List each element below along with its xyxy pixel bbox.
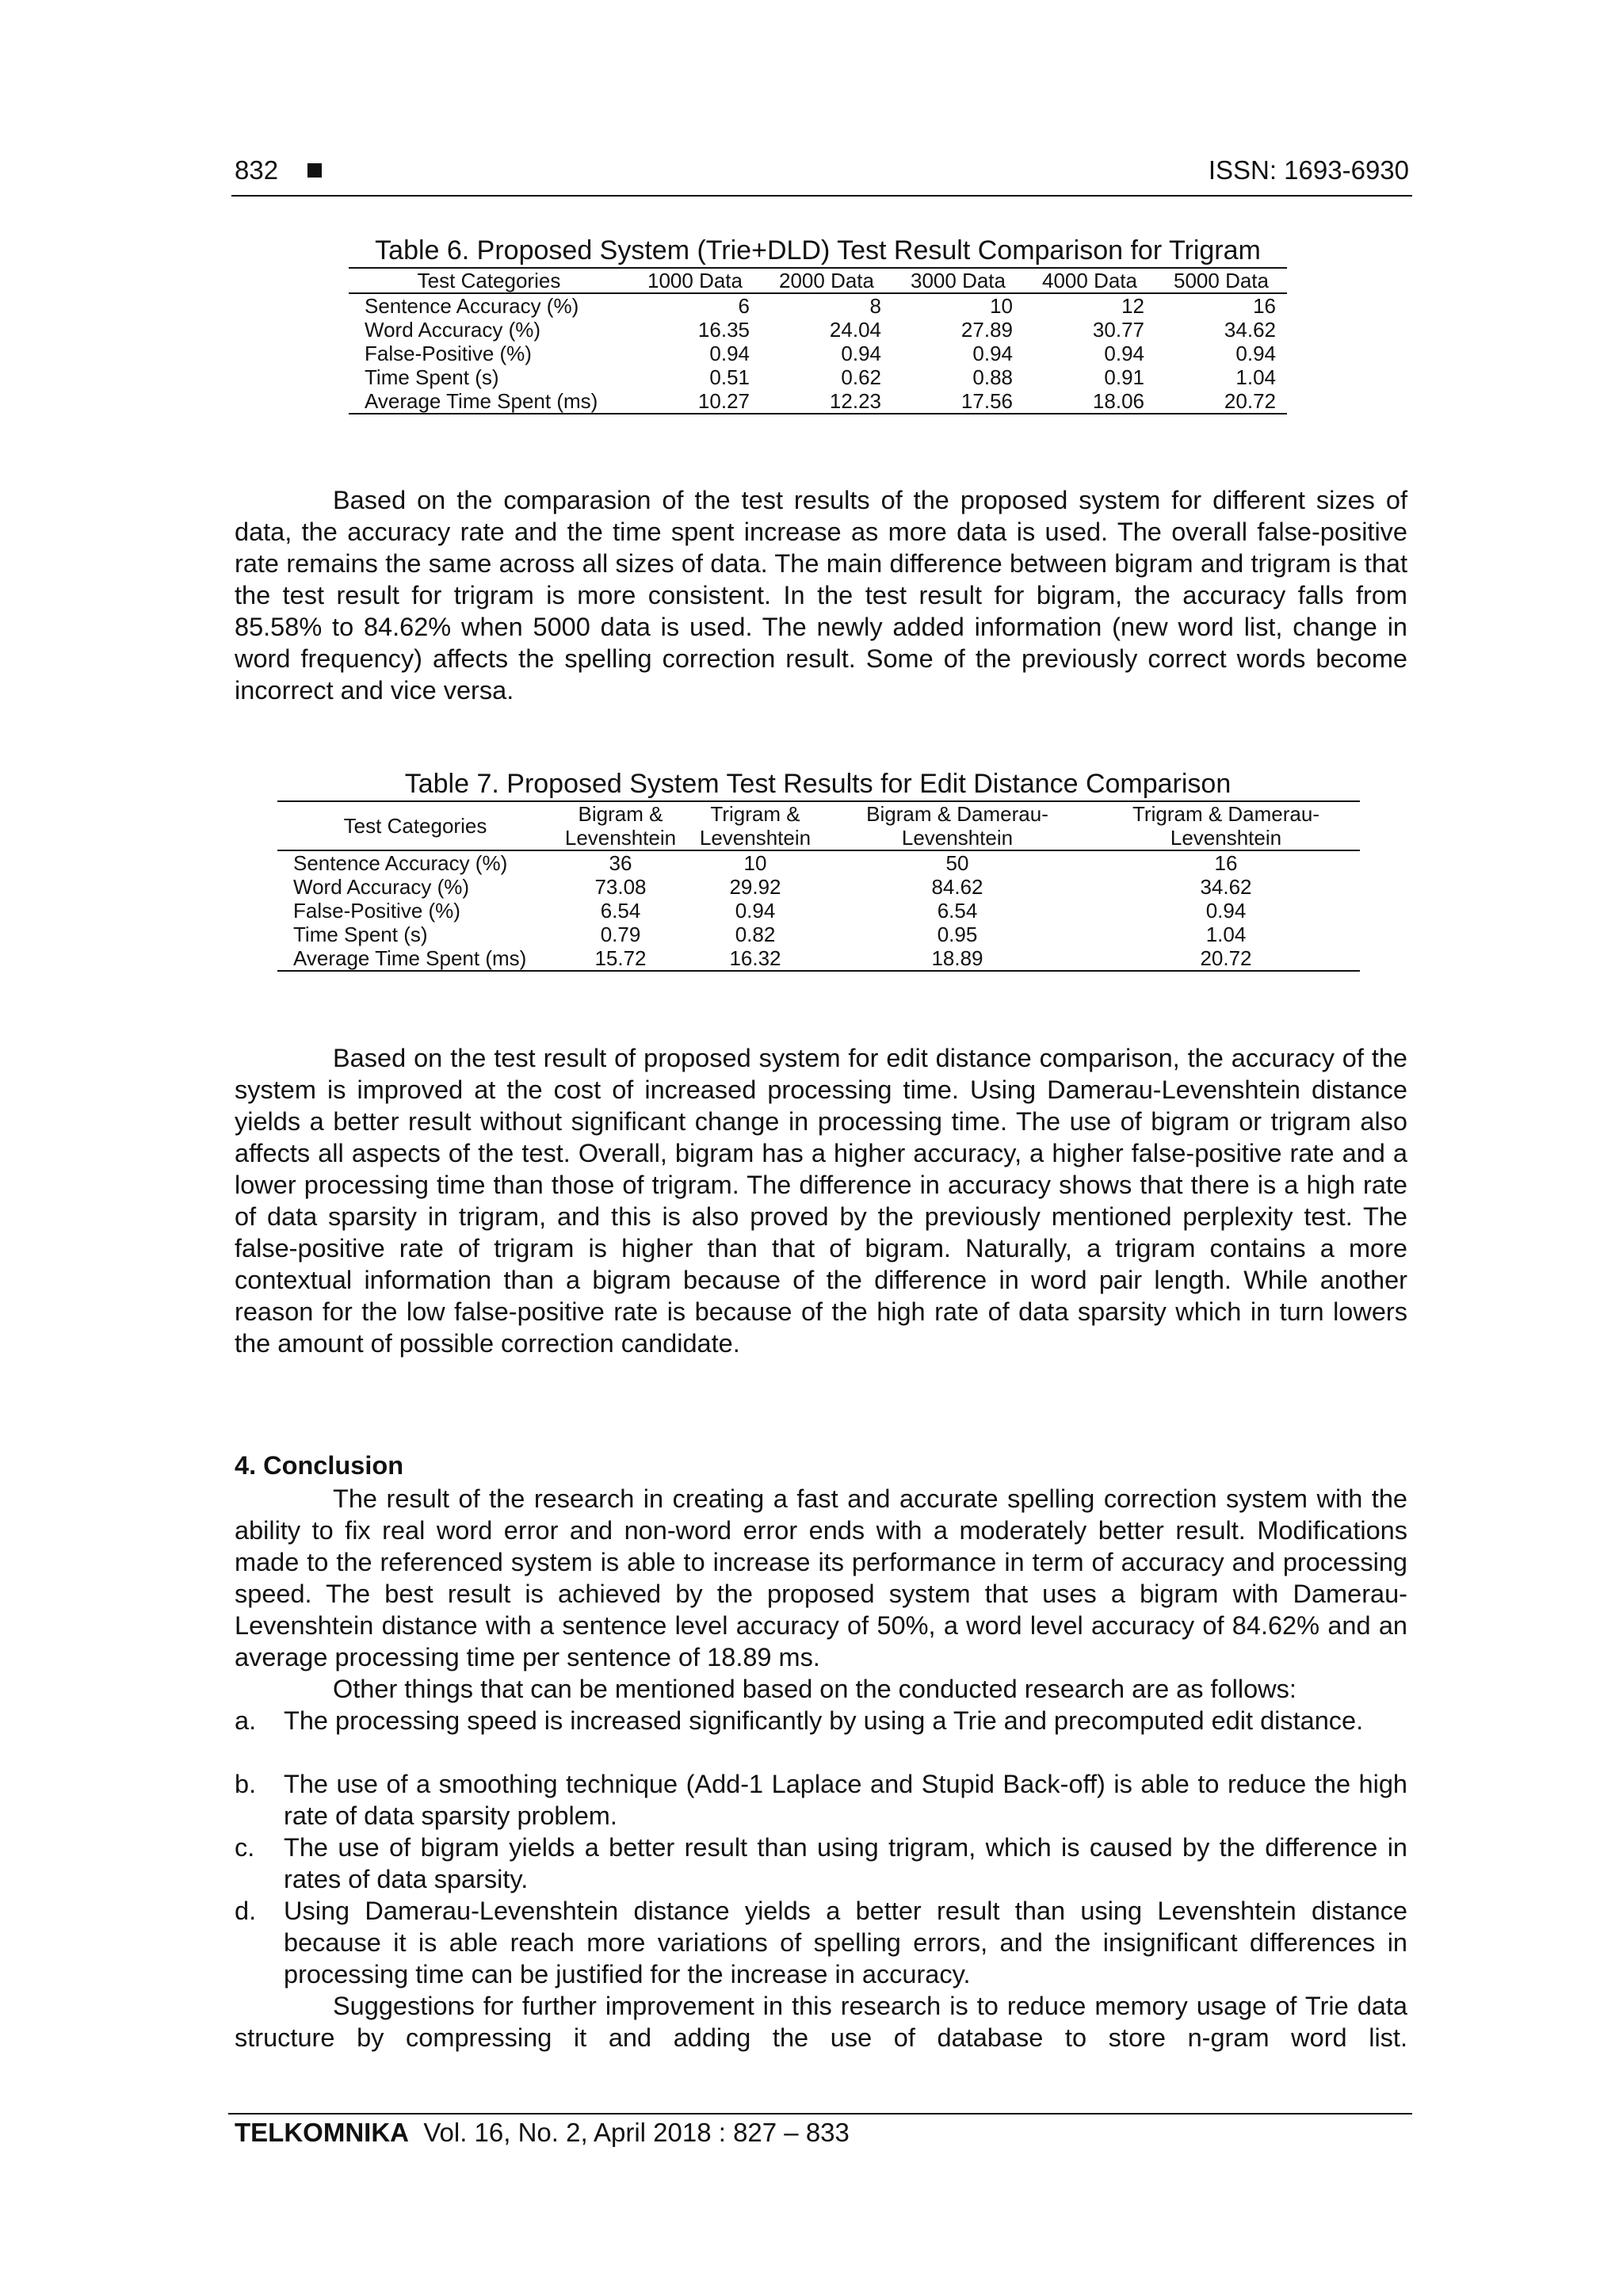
table-cell: 0.94 [972,342,1013,365]
page-footer [235,2118,850,2148]
table-cell: 16.35 [697,318,750,342]
row-label: False-Positive (%) [365,342,532,365]
table-cell: 0.94 [1104,342,1144,365]
table6-col-header: 3000 Data [892,268,1024,293]
table-cell: 0.94 [1235,342,1276,365]
table6-col-header: 4000 Data [1024,268,1155,293]
table-cell: 0.94 [735,899,776,923]
table-cell: 0.91 [1104,365,1144,389]
list-item-text: The use of bigram yields a better result than using trigram, which is caused by the difference in rates of data sparsity. [284,1833,1407,1893]
table-cell: 6 [738,294,750,318]
body-paragraph-1: Based on the comparasion of the test results of the proposed system for different sizes of data, the accuracy rate and the time spent increase as more data is used. The overall false-positive rate remains the same across all sizes of data. The main difference between bigram and trigram is that the test result for trigram is more consistent. In the test result for bigram, the accuracy falls from 85.58% to 84.62% when 5000 data is used. The newly added information (new word list, change in word frequency) affects the spelling correction result. Some of the previously correct words become incorrect and vice versa. [235,486,1407,705]
table-cell: 0.51 [709,365,750,389]
table-cell: 16 [1253,294,1276,318]
table-cell: 30.77 [1092,318,1144,342]
table-row [277,850,1360,875]
list-marker: a. [235,1706,257,1735]
table-cell: 0.88 [972,365,1013,389]
table-row [277,899,1360,923]
table6 [349,267,1287,415]
table-cell: 10 [990,294,1013,318]
page-header [235,155,1409,195]
table-cell: 16.32 [688,946,823,971]
header-rule [231,195,1412,197]
table-cell: 36 [609,851,632,875]
table-cell: 34.62 [1224,318,1276,342]
square-bullet-icon [307,163,322,178]
table7 [277,800,1360,972]
table-cell: 20.72 [1092,946,1360,971]
table7-col-header: Bigram & Damerau- Levenshtein [823,801,1092,850]
table-cell: 0.94 [841,342,881,365]
footer-rule [228,2113,1412,2115]
page-number: 832 [235,155,279,185]
table6-col-header: Test Categories [349,268,629,293]
row-label: Sentence Accuracy (%) [365,294,579,318]
table-cell: 0.94 [1205,899,1247,923]
table-cell: 17.56 [892,389,1024,414]
row-label: Average Time Spent (ms) [277,946,553,971]
table-row [277,875,1360,899]
row-label: Average Time Spent (ms) [349,389,629,414]
list-marker: c. [235,1833,255,1862]
table-cell: 1.04 [1235,365,1276,389]
table-cell: 12.23 [761,389,892,414]
list-marker: b. [235,1770,257,1798]
table-row [349,342,1287,365]
table-cell: 18.06 [1024,389,1155,414]
table-cell: 34.62 [1200,875,1252,899]
suggestion-paragraph: Suggestions for further improvement in this research is to reduce memory usage of Trie data structure by compressing it and adding the use of database to store n-gram word list. [235,1992,1407,2052]
row-label: Sentence Accuracy (%) [293,851,508,875]
table-cell: 0.82 [735,923,776,946]
list-item-text: The processing speed is increased significantly by using a Trie and precomputed edit distance. [284,1706,1364,1735]
section-heading: 4. Conclusion [235,1451,404,1480]
list-item-text: The use of a smoothing technique (Add-1 Laplace and Stupid Back-off) is able to reduce the high rate of data sparsity problem. [284,1770,1407,1830]
table-cell: 15.72 [553,946,688,971]
table-cell: 6.54 [600,899,641,923]
journal-name: TELKOMNIKA [235,2118,409,2147]
conclusion-intro: Other things that can be mentioned based on the conducted research are as follows: [333,1675,1296,1703]
table-cell: 0.94 [709,342,750,365]
journal-citation: Vol. 16, No. 2, April 2018 : 827 – 833 [423,2118,850,2147]
table-cell: 84.62 [931,875,983,899]
table7-col-header: Bigram & Levenshtein [553,801,688,850]
table-row [277,946,1360,971]
table-cell: 1.04 [1205,923,1247,946]
table7-caption: Table 7. Proposed System Test Results for Edit Distance Comparison [404,769,1232,799]
table-cell: 20.72 [1155,389,1287,414]
list-marker: d. [235,1897,257,1925]
row-label: False-Positive (%) [293,899,460,923]
table-cell: 10.27 [629,389,761,414]
table6-col-header: 1000 Data [629,268,761,293]
table-row [349,365,1287,389]
table6-col-header: 2000 Data [761,268,892,293]
table-row [349,293,1287,318]
table-cell: 24.04 [829,318,881,342]
table-cell: 29.92 [729,875,781,899]
table-cell: 0.79 [600,923,641,946]
table-row [349,318,1287,342]
table-cell: 6.54 [937,899,978,923]
row-label: Word Accuracy (%) [365,318,541,342]
table-row [277,923,1360,946]
issn-label: ISSN: 1693-6930 [1208,155,1409,185]
table-cell: 50 [945,851,969,875]
row-label: Word Accuracy (%) [293,875,470,899]
table7-col-header: Test Categories [277,801,553,850]
conclusion-paragraph: The result of the research in creating a fast and accurate spelling correction system with the ability to fix real word error and non-word error ends with a moderately better result. Modifications made to the referenced system is able to increase its performance in term of accuracy and processing speed. The best result is achieved by the proposed system that uses a bigram with Damerau-Levenshtein distance with a sentence level accuracy of 50%, a word level accuracy of 84.62% and an average processing time per sentence of 18.89 ms. [235,1484,1407,1671]
table-cell: 10 [743,851,767,875]
row-label: Time Spent (s) [293,923,428,946]
body-paragraph-2: Based on the test result of proposed system for edit distance comparison, the accuracy of the system is improved at the cost of increased processing time. Using Damerau-Levenshtein distance yields a better result without significant change in processing time. The use of bigram or trigram also affects all aspects of the test. Overall, bigram has a higher accuracy, a higher false-positive rate and a lower processing time than those of trigram. The difference in accuracy shows that there is a high rate of data sparsity in trigram, and this is also proved by the previously mentioned perplexity test. The false-positive rate of trigram is higher than that of bigram. Naturally, a trigram contains a more contextual information than a bigram because of the difference in word pair length. While another reason for the low false-positive rate is because of the high rate of data sparsity which in turn lowers the amount of possible correction candidate. [235,1044,1407,1358]
row-label: Time Spent (s) [365,365,499,389]
table-cell: 12 [1121,294,1144,318]
table-cell: 18.89 [823,946,1092,971]
table-cell: 0.95 [937,923,978,946]
table-row [349,389,1287,414]
table-cell: 8 [869,294,881,318]
table7-header-row [277,801,1360,850]
table-cell: 73.08 [594,875,647,899]
table-cell: 27.89 [960,318,1013,342]
table-cell: 0.62 [841,365,881,389]
table6-caption: Table 6. Proposed System (Trie+DLD) Test Result Comparison for Trigram [375,235,1261,266]
list-item-text: Using Damerau-Levenshtein distance yields a better result than using Levenshtein distance because it is able reach more variations of spelling errors, and the insignificant differences in processing time can be justified for the increase in accuracy. [284,1897,1407,1988]
table7-col-header: Trigram & Damerau- Levenshtein [1092,801,1360,850]
table7-col-header: Trigram & Levenshtein [688,801,823,850]
table6-col-header: 5000 Data [1155,268,1287,293]
table6-header-row [349,268,1287,293]
table-cell: 16 [1214,851,1238,875]
